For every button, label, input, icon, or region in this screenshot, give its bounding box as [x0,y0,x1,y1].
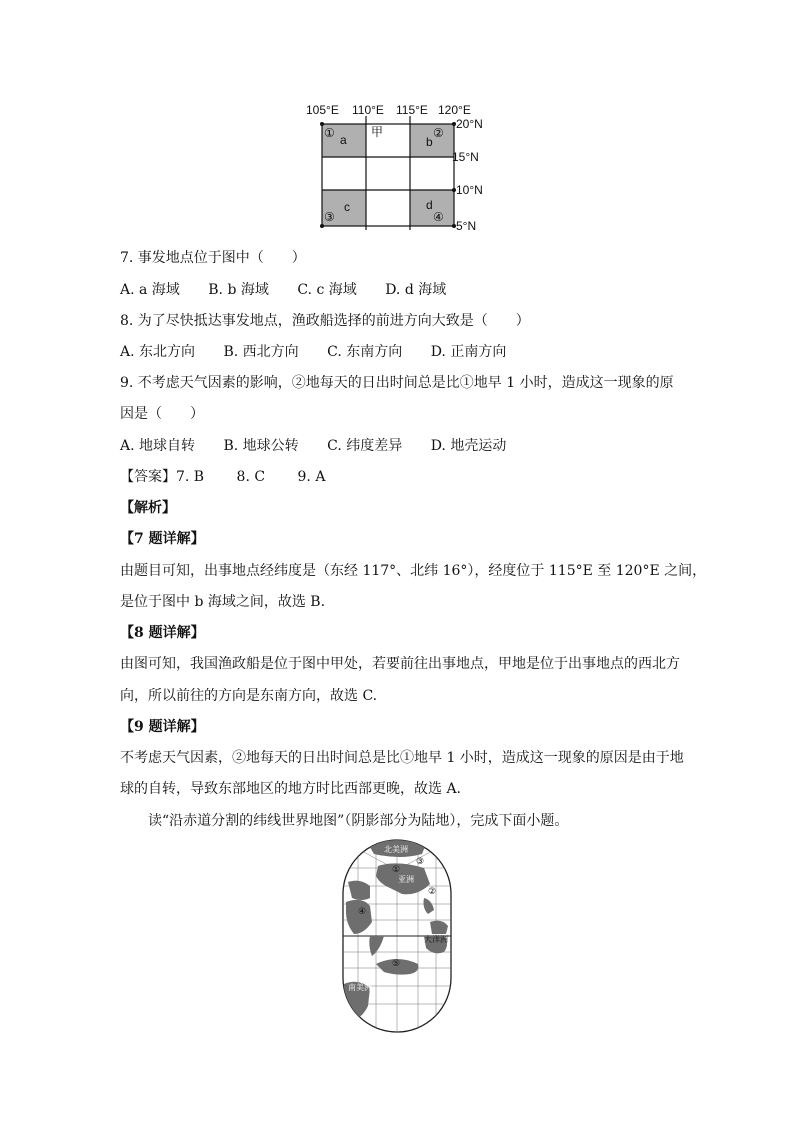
option: B. b 海域 [208,282,269,298]
lon-label: 115°E [396,103,428,117]
option: A. a 海域 [120,282,180,298]
option: D. d 海域 [385,282,447,298]
detail-9-line1: 不考虑天气因素，②地每天的日出时间总是比①地早 1 小时，造成这一现象的原因是由于地 [120,750,684,766]
question-7-options [120,280,470,300]
globe-marker-2: ② [428,886,437,896]
detail-7-line1: 由题目可知，出事地点经纬度是（东经 117°、北纬 16°），经度位于 115°E 至 120°E 之间， [120,563,707,579]
option: D. 地壳运动 [430,438,507,454]
option: A. 东北方向 [120,344,196,360]
question-9-stem-line2: 因是（ ） [120,406,204,422]
marker-1: ① [324,126,335,140]
world-map-svg [340,838,454,1034]
grid-map-figure [300,100,500,235]
detail-9-line2: 球的自转，导致东部地区的地方时比西部更晚，故选 A. [120,781,462,797]
lon-label: 120°E [438,103,471,117]
option: B. 地球公转 [223,438,299,454]
marker-4: ④ [433,210,444,224]
globe-marker-4: ④ [358,906,367,916]
lat-label: 20°N [456,117,483,131]
marker-2: ② [433,126,444,140]
jia-label: 甲 [371,125,384,139]
question-8-stem: 8. 为了尽快抵达事发地点，渔政船选择的前进方向大致是（ ） [120,313,530,329]
letter-c: c [344,200,350,214]
answer-line: 【答案】7. B 8. C 9. A [120,469,326,485]
option: B. 西北方向 [223,344,299,360]
detail-7-line2: 是位于图中 b 海域之间，故选 B. [120,594,326,610]
detail-8-title: 【8 题详解】 [120,625,205,641]
detail-8-line1: 由图可知，我国渔政船是位于图中甲处，若要前往出事地点，甲地是位于出事地点的西北方 [120,656,680,672]
option: C. 纬度差异 [327,438,403,454]
question-9-options [120,436,530,456]
option: C. 东南方向 [327,344,403,360]
letter-d: d [426,198,433,212]
globe-marker-3: ③ [416,856,425,866]
letter-a: a [340,133,347,147]
lat-label: 10°N [456,183,483,197]
marker-3: ③ [324,210,335,224]
detail-8-line2: 向，所以前往的方向是东南方向，故选 C. [120,688,378,704]
option: C. c 海域 [297,282,357,298]
world-map-figure [340,838,454,1034]
question-9-stem-line1: 9. 不考虑天气因素的影响，②地每天的日出时间总是比①地早 1 小时，造成这一现象的原 [120,375,674,391]
option: D. 正南方向 [430,344,507,360]
lon-label: 105°E [306,103,339,117]
asia-label: 亚洲 [398,875,414,884]
question-8-options [120,342,530,362]
option: A. 地球自转 [120,438,196,454]
detail-9-title: 【9 题详解】 [120,719,205,735]
lat-label: 15°N [452,150,479,164]
north-america-label: 北美洲 [384,845,408,854]
detail-7-title: 【7 题详解】 [120,531,205,547]
oceania-label: 大洋洲 [424,935,448,944]
lon-label: 110°E [352,103,384,117]
letter-b: b [426,135,433,149]
globe-marker-5: ⑤ [392,958,401,968]
question-7-stem: 7. 事发地点位于图中（ ） [120,250,306,266]
lat-label: 5°N [456,219,477,233]
intro-text: 读“沿赤道分割的纬线世界地图”（阴影部分为陆地），完成下面小题。 [148,813,569,829]
grid-map-svg [300,100,500,235]
analysis-title: 【解析】 [120,500,176,516]
globe-marker-1: ① [392,864,401,874]
south-america-label: 南美洲 [348,983,372,992]
